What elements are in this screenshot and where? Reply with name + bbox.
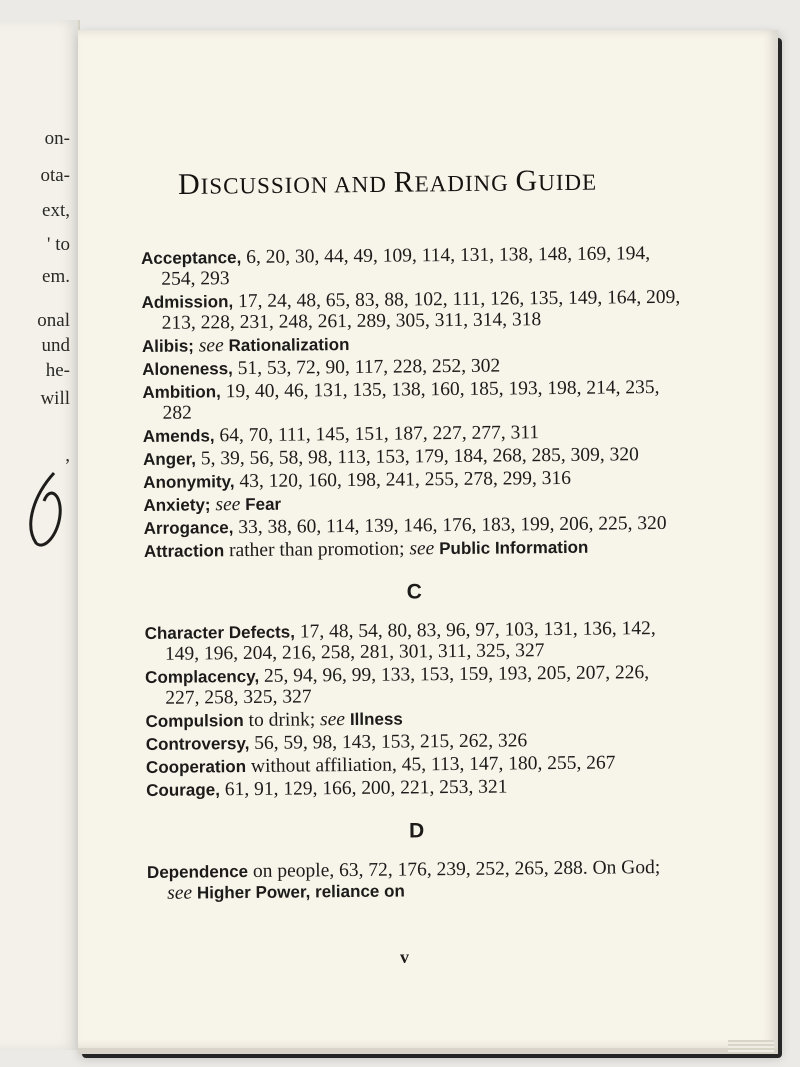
index-entry: Alibis; see Rationalization	[141, 335, 350, 357]
facing-page	[0, 20, 80, 1050]
index-entry: Anxiety; see Fear	[143, 494, 282, 516]
page-title: DISCUSSION AND READING GUIDE	[177, 164, 598, 201]
index-entry: Anonymity, 43, 120, 160, 198, 241, 255, 278, 299, 316	[143, 467, 572, 493]
facing-text-line: em.	[42, 266, 70, 287]
index-entry: Controversy, 56, 59, 98, 143, 153, 215, 262, 326	[145, 730, 528, 754]
index-page	[78, 30, 778, 1054]
facing-text-line: ,	[65, 445, 70, 466]
index-entry: Attraction rather than promotion; see Public Information	[143, 537, 589, 562]
facing-text-line: ' to	[47, 234, 70, 255]
facing-text-line: onal	[37, 310, 70, 331]
index-entry: Complacency, 25, 94, 96, 99, 133, 153, 159, 193, 205, 207, 226, 227, 258, 325, 327	[145, 662, 650, 709]
index-entry: Acceptance, 6, 20, 30, 44, 49, 109, 114, 131, 138, 148, 169, 194, 254, 293	[141, 243, 651, 290]
index-entry: Dependence on people, 63, 72, 176, 239, 252, 265, 288. On God; see Higher Power, reliance on	[146, 857, 661, 904]
facing-text-line: und	[41, 335, 70, 356]
facing-text-line: ext,	[42, 200, 70, 221]
index-list	[141, 243, 687, 906]
index-entry: Ambition, 19, 40, 46, 131, 135, 138, 160, 185, 193, 198, 214, 235, 282	[142, 377, 660, 424]
handwriting-mark	[14, 465, 74, 555]
section-heading-d: D	[408, 819, 425, 843]
facing-text-line: on-	[44, 128, 70, 149]
facing-text-line: will	[40, 388, 70, 409]
index-entry: Arrogance, 33, 38, 60, 114, 139, 146, 176, 183, 199, 206, 225, 320	[143, 512, 667, 539]
page-stack-edge	[728, 1040, 774, 1054]
facing-text-line: he-	[45, 360, 70, 381]
index-entry: Courage, 61, 91, 129, 166, 200, 221, 253, 321	[146, 776, 508, 801]
index-entry: Cooperation without affiliation, 45, 113, 147, 180, 255, 267	[145, 752, 616, 778]
section-heading-c: C	[406, 580, 423, 604]
index-entry: Amends, 64, 70, 111, 145, 151, 187, 227, 277, 311	[142, 422, 540, 447]
index-entry: Character Defects, 17, 48, 54, 80, 83, 96, 97, 103, 131, 136, 142, 149, 196, 204, 216, 258, 281, 301, 311, 325, 327	[144, 618, 656, 665]
index-entry: Compulsion to drink; see Illness	[145, 709, 403, 732]
facing-text-line: ota-	[40, 165, 70, 186]
page-number: v	[400, 947, 409, 967]
index-entry: Anger, 5, 39, 56, 58, 98, 113, 153, 179, 184, 268, 285, 309, 320	[142, 444, 639, 470]
index-entry: Aloneness, 51, 53, 72, 90, 117, 228, 252, 302	[142, 355, 501, 380]
index-entry: Admission, 17, 24, 48, 65, 83, 88, 102, 111, 126, 135, 149, 164, 209, 213, 228, 231, 248, 261, 289, 305, 311, 314, 318	[141, 286, 681, 334]
